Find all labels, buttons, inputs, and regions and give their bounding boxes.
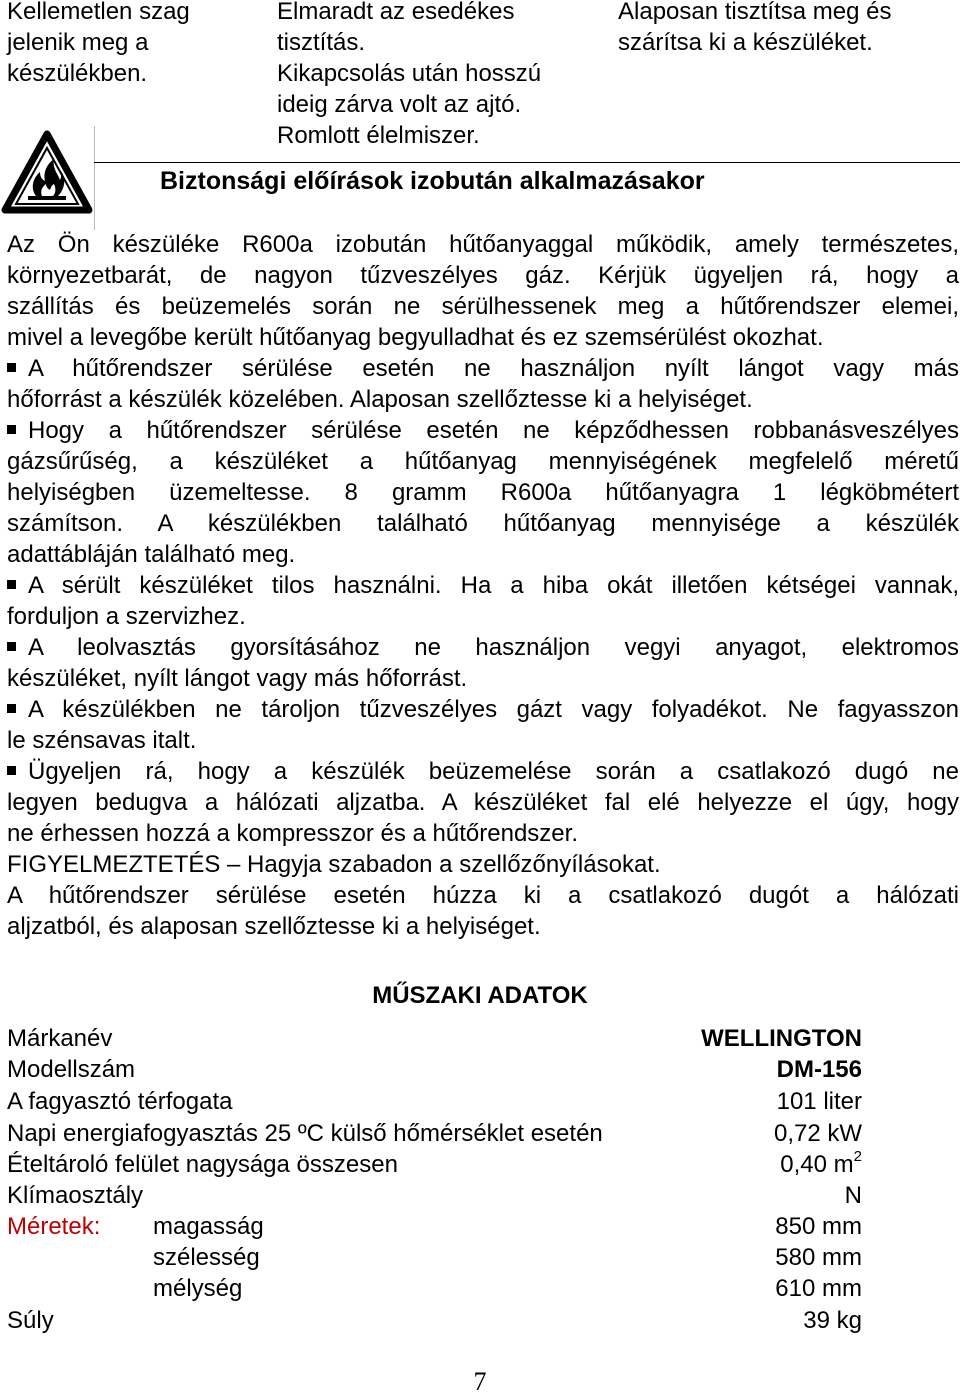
spec-row-climate-class xyxy=(7,1180,862,1211)
header-rule xyxy=(94,162,960,163)
bullet-line xyxy=(7,756,959,787)
bullet-line: gázsűrűség, a készüléket a hűtőanyag mennyiségének megfelelő méretű xyxy=(7,448,959,475)
bullet-line: ne érhessen hozzá a kompresszor és a hűtőrendszer. xyxy=(7,820,578,847)
intro-line: mivel a levegőbe került hűtőanyag begyulladhat és ez szemsérülést okozhat. xyxy=(7,324,824,351)
spec-label: Klímaosztály xyxy=(7,1182,144,1209)
spec-value xyxy=(780,1149,862,1180)
safety-title: Biztonsági előírások izobután alkalmazásakor xyxy=(160,167,705,195)
bullet-line: készüléket, nyílt lángot vagy más hőforrást. xyxy=(7,665,468,692)
bullet-text: Hogy a hűtőrendszer sérülése esetén ne képződhessen robbanásveszélyes xyxy=(28,417,959,444)
spec-sublabel: mélység xyxy=(153,1275,243,1302)
bullet-line xyxy=(7,632,959,663)
page-number: 7 xyxy=(473,1367,487,1396)
cause-line: Kikapcsolás után hosszú xyxy=(277,60,542,87)
area-exponent: 2 xyxy=(853,1148,862,1165)
spec-label: Modellszám xyxy=(7,1056,136,1083)
closing-line: A hűtőrendszer sérülése esetén húzza ki a csatlakozó dugót a hálózati xyxy=(7,882,959,909)
bullet-line xyxy=(7,570,959,601)
warning-icon-box xyxy=(0,126,95,230)
symptom-line: készülékben. xyxy=(7,60,148,87)
spec-sublabel: magasság xyxy=(153,1213,264,1240)
intro-line: Az Ön készüléke R600a izobután hűtőanyaggal működik, amely természetes, xyxy=(7,231,959,258)
cause-line: Elmaradt az esedékes xyxy=(277,0,515,25)
square-bullet-icon xyxy=(7,363,16,372)
spec-row-storage-area xyxy=(7,1149,862,1180)
symptom-line: Kellemetlen szag xyxy=(7,0,190,25)
bullet-text: A sérült készüléket tilos használni. Ha a hiba okát illetően kétségei vannak, xyxy=(28,572,959,599)
square-bullet-icon xyxy=(7,580,16,589)
spec-value: WELLINGTON xyxy=(701,1025,862,1052)
spec-row-depth xyxy=(7,1273,862,1304)
spec-row-width xyxy=(7,1242,862,1273)
bullet-line: helyiségben üzemeltesse. 8 gramm R600a hűtőanyagra 1 légköbmétert xyxy=(7,479,959,506)
bullet-line: legyen bedugva a hálózati aljzatba. A készüléket fal elé helyezze el úgy, hogy xyxy=(7,789,959,816)
symptom-cell xyxy=(7,0,262,89)
spec-row-model xyxy=(7,1054,862,1085)
bullet-line xyxy=(7,353,959,384)
cause-line: ideig zárva volt az ajtó. xyxy=(277,91,522,118)
safety-header xyxy=(0,122,960,232)
square-bullet-icon xyxy=(7,425,16,434)
spec-value: DM-156 xyxy=(776,1056,862,1083)
spec-row-energy xyxy=(7,1118,862,1149)
bullet-line xyxy=(7,415,959,446)
remedy-cell xyxy=(618,0,958,58)
remedy-line: Alaposan tisztítsa meg és xyxy=(618,0,892,25)
bullet-text: A leolvasztás gyorsításához ne használjon vegyi anyagot, elektromos xyxy=(28,634,959,661)
cause-line: Romlott élelmiszer. xyxy=(277,122,480,149)
spec-label: Méretek: xyxy=(7,1213,101,1240)
square-bullet-icon xyxy=(7,642,16,651)
spec-sublabel: szélesség xyxy=(153,1244,260,1271)
bullet-text: Ügyeljen rá, hogy a készülék beüzemelése során a csatlakozó dugó ne xyxy=(28,758,959,785)
area-value: 0,40 m xyxy=(780,1151,854,1178)
cause-line: tisztítás. xyxy=(277,29,366,56)
bullet-line: adattábláján található meg. xyxy=(7,541,296,568)
specs-title: MŰSZAKI ADATOK xyxy=(372,982,588,1009)
spec-value: 610 mm xyxy=(775,1275,862,1302)
bullet-line xyxy=(7,694,959,725)
intro-line: szállítás és beüzemelés során ne sérülhessenek meg a hűtőrendszer elemei, xyxy=(7,293,959,320)
spec-row-weight xyxy=(7,1305,862,1336)
spec-value: 39 kg xyxy=(803,1307,862,1334)
spec-value: N xyxy=(844,1182,862,1209)
safety-content xyxy=(7,229,959,942)
spec-row-freezer-volume xyxy=(7,1086,862,1117)
intro-line: környezetbarát, de nagyon tűzveszélyes gáz. Kérjük ügyeljen rá, hogy a xyxy=(7,262,959,289)
bullet-line: hőforrást a készülék közelében. Alaposan szellőztesse ki a helyiséget. xyxy=(7,386,753,413)
spec-row-height xyxy=(7,1211,862,1242)
spec-value: 580 mm xyxy=(775,1244,862,1271)
spec-label: Ételtároló felület nagysága összesen xyxy=(7,1151,398,1178)
bullet-text: A készülékben ne tároljon tűzveszélyes gázt vagy folyadékot. Ne fagyasszon xyxy=(28,696,959,723)
flammable-warning-icon xyxy=(0,126,94,230)
symptom-line: jelenik meg a xyxy=(7,29,149,56)
spec-label: Súly xyxy=(7,1307,54,1334)
bullet-text: A hűtőrendszer sérülése esetén ne használjon nyílt lángot vagy más xyxy=(28,355,959,382)
spec-label: A fagyasztó térfogata xyxy=(7,1088,233,1115)
bullet-line: forduljon a szervizhez. xyxy=(7,603,246,630)
spec-label: Márkanév xyxy=(7,1025,113,1052)
closing-line: aljzatból, és alaposan szellőztesse ki a helyiséget. xyxy=(7,913,541,940)
spec-value: 0,72 kW xyxy=(773,1120,862,1147)
square-bullet-icon xyxy=(7,704,16,713)
bullet-line: le szénsavas italt. xyxy=(7,727,197,754)
spec-row-brand xyxy=(7,1023,862,1054)
remedy-line: szárítsa ki a készüléket. xyxy=(618,29,873,56)
bullet-line: számítson. A készülékben található hűtőanyag mennyisége a készülék xyxy=(7,510,959,537)
warning-line: FIGYELMEZTETÉS – Hagyja szabadon a szellőzőnyílásokat. xyxy=(7,851,661,878)
spec-value: 850 mm xyxy=(775,1213,862,1240)
square-bullet-icon xyxy=(7,766,16,775)
spec-value: 101 liter xyxy=(776,1088,862,1115)
spec-label: Napi energiafogyasztás 25 ºC külső hőmérséklet esetén xyxy=(7,1120,603,1147)
